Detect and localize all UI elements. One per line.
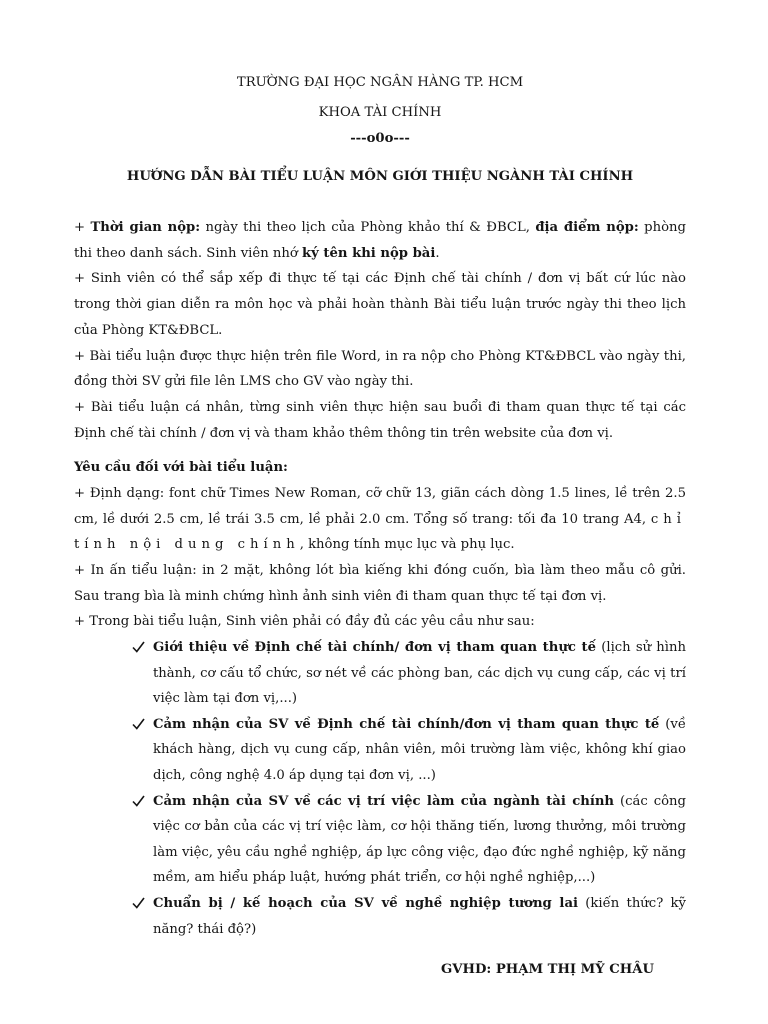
checklist-item-title: Chuẩn bị / kế hoạch của SV về nghề nghiệp tương lai <box>153 895 578 911</box>
document-body <box>74 70 686 996</box>
format-spaced-text: chỉ tính nội dung chính <box>74 511 686 553</box>
check-mark-icon <box>132 795 145 807</box>
submission-place-text: phòng thi theo danh sách. Sinh viên nhớ <box>74 220 686 261</box>
check-mark-icon <box>132 641 145 653</box>
requirement-printing: + In ấn tiểu luận: in 2 mặt, không lót bìa kiếng khi đóng cuốn, bìa làm theo mẫu cô gửi. Sau trang bìa là minh chứng hình ảnh sinh viên đi tham quan thực tế tại đơn vị. <box>74 562 686 604</box>
checklist-item-detail: (các công việc cơ bản của các vị trí việc làm, cơ hội thăng tiến, lương thưởng, môi trường làm việc, yêu cầu nghề nghiệp, áp lực công việc, đạo đức nghề nghiệp, kỹ năng mềm, am hiểu pháp luật, hướng phát triển, cơ hội nghề nghiệp,...) <box>153 793 686 886</box>
requirement-format <box>74 481 686 558</box>
requirements-heading: Yêu cầu đối với bài tiểu luận: <box>74 460 288 476</box>
requirement-content-intro: + Trong bài tiểu luận, Sinh viên phải có đầy đủ các yêu cầu như sau: <box>74 614 535 630</box>
faculty-name: KHOA TÀI CHÍNH <box>318 105 442 120</box>
checklist-item-detail: (lịch sử hình thành, cơ cấu tổ chức, sơ nét về các phòng ban, các dịch vụ cung cấp, các vị trí việc làm tại đơn vị,...) <box>153 640 686 707</box>
header-separator: ---o0o--- <box>350 131 410 146</box>
note-end: . <box>435 245 440 261</box>
checklist-item-title: Giới thiệu về Định chế tài chính/ đơn vị tham quan thực tế <box>153 640 597 656</box>
instructor-signature: GVHD: PHẠM THỊ MỸ CHÂU <box>441 962 654 978</box>
checklist-item-title: Cảm nhận của SV về các vị trí việc làm của ngành tài chính <box>153 793 615 809</box>
format-text-end: , không tính mục lục và phụ lục. <box>299 537 515 553</box>
checklist-item <box>153 712 686 789</box>
sign-reminder: ký tên khi nộp bài <box>302 245 436 261</box>
checklist-item <box>153 891 686 942</box>
school-name: TRƯỜNG ĐẠI HỌC NGÂN HÀNG TP. HCM <box>236 75 524 90</box>
submission-time-label: Thời gian nộp: <box>90 220 201 235</box>
checklist-item-detail: (kiến thức? kỹ năng? thái độ?) <box>153 895 686 937</box>
check-mark-icon <box>132 897 145 909</box>
submission-time-text: ngày thi theo lịch của Phòng khảo thí & ĐBCL, <box>200 220 536 235</box>
checklist-item <box>153 635 686 712</box>
document-title: HƯỚNG DẪN BÀI TIỂU LUẬN MÔN GIỚI THIỆU NGÀNH TÀI CHÍNH <box>126 169 634 184</box>
note-prefix: + <box>74 220 91 235</box>
note-individual: + Bài tiểu luận cá nhân, từng sinh viên thực hiện sau buổi đi tham quan thực tế tại các Định chế tài chính / đơn vị và tham khảo thêm thông tin trên website của đơn vị. <box>74 399 686 441</box>
checklist-item-detail: (về khách hàng, dịch vụ cung cấp, nhân viên, môi trường làm việc, không khí giao dịch, công nghệ 4.0 áp dụng tại đơn vị, ...) <box>153 716 686 784</box>
submission-place-label: địa điểm nộp: <box>535 220 639 235</box>
note-field-trip: + Sinh viên có thể sắp xếp đi thực tế tại các Định chế tài chính / đơn vị bất cứ lúc nào trong thời gian diễn ra môn học và phải hoàn thành Bài tiểu luận trước ngày thi theo lịch của Phòng KT&ĐBCL. <box>74 271 686 338</box>
note-file-format: + Bài tiểu luận được thực hiện trên file Word, in ra nộp cho Phòng KT&ĐBCL vào ngày thi, đồng thời SV gửi file lên LMS cho GV vào ngày thi. <box>74 348 686 390</box>
general-notes <box>74 215 686 446</box>
note-submission <box>74 215 686 266</box>
checklist-item-title: Cảm nhận của SV về Định chế tài chính/đơn vị tham quan thực tế <box>153 716 660 732</box>
content-checklist <box>74 635 686 942</box>
format-text: + Định dạng: font chữ Times New Roman, cỡ chữ 13, giãn cách dòng 1.5 lines, lề trên 2.5 cm, lề dưới 2.5 cm, lề trái 3.5 cm, lề phải 2.0 cm. Tổng số trang: tối đa 10 trang A4, <box>74 485 686 527</box>
check-mark-icon <box>132 718 145 730</box>
checklist-item <box>153 789 686 891</box>
